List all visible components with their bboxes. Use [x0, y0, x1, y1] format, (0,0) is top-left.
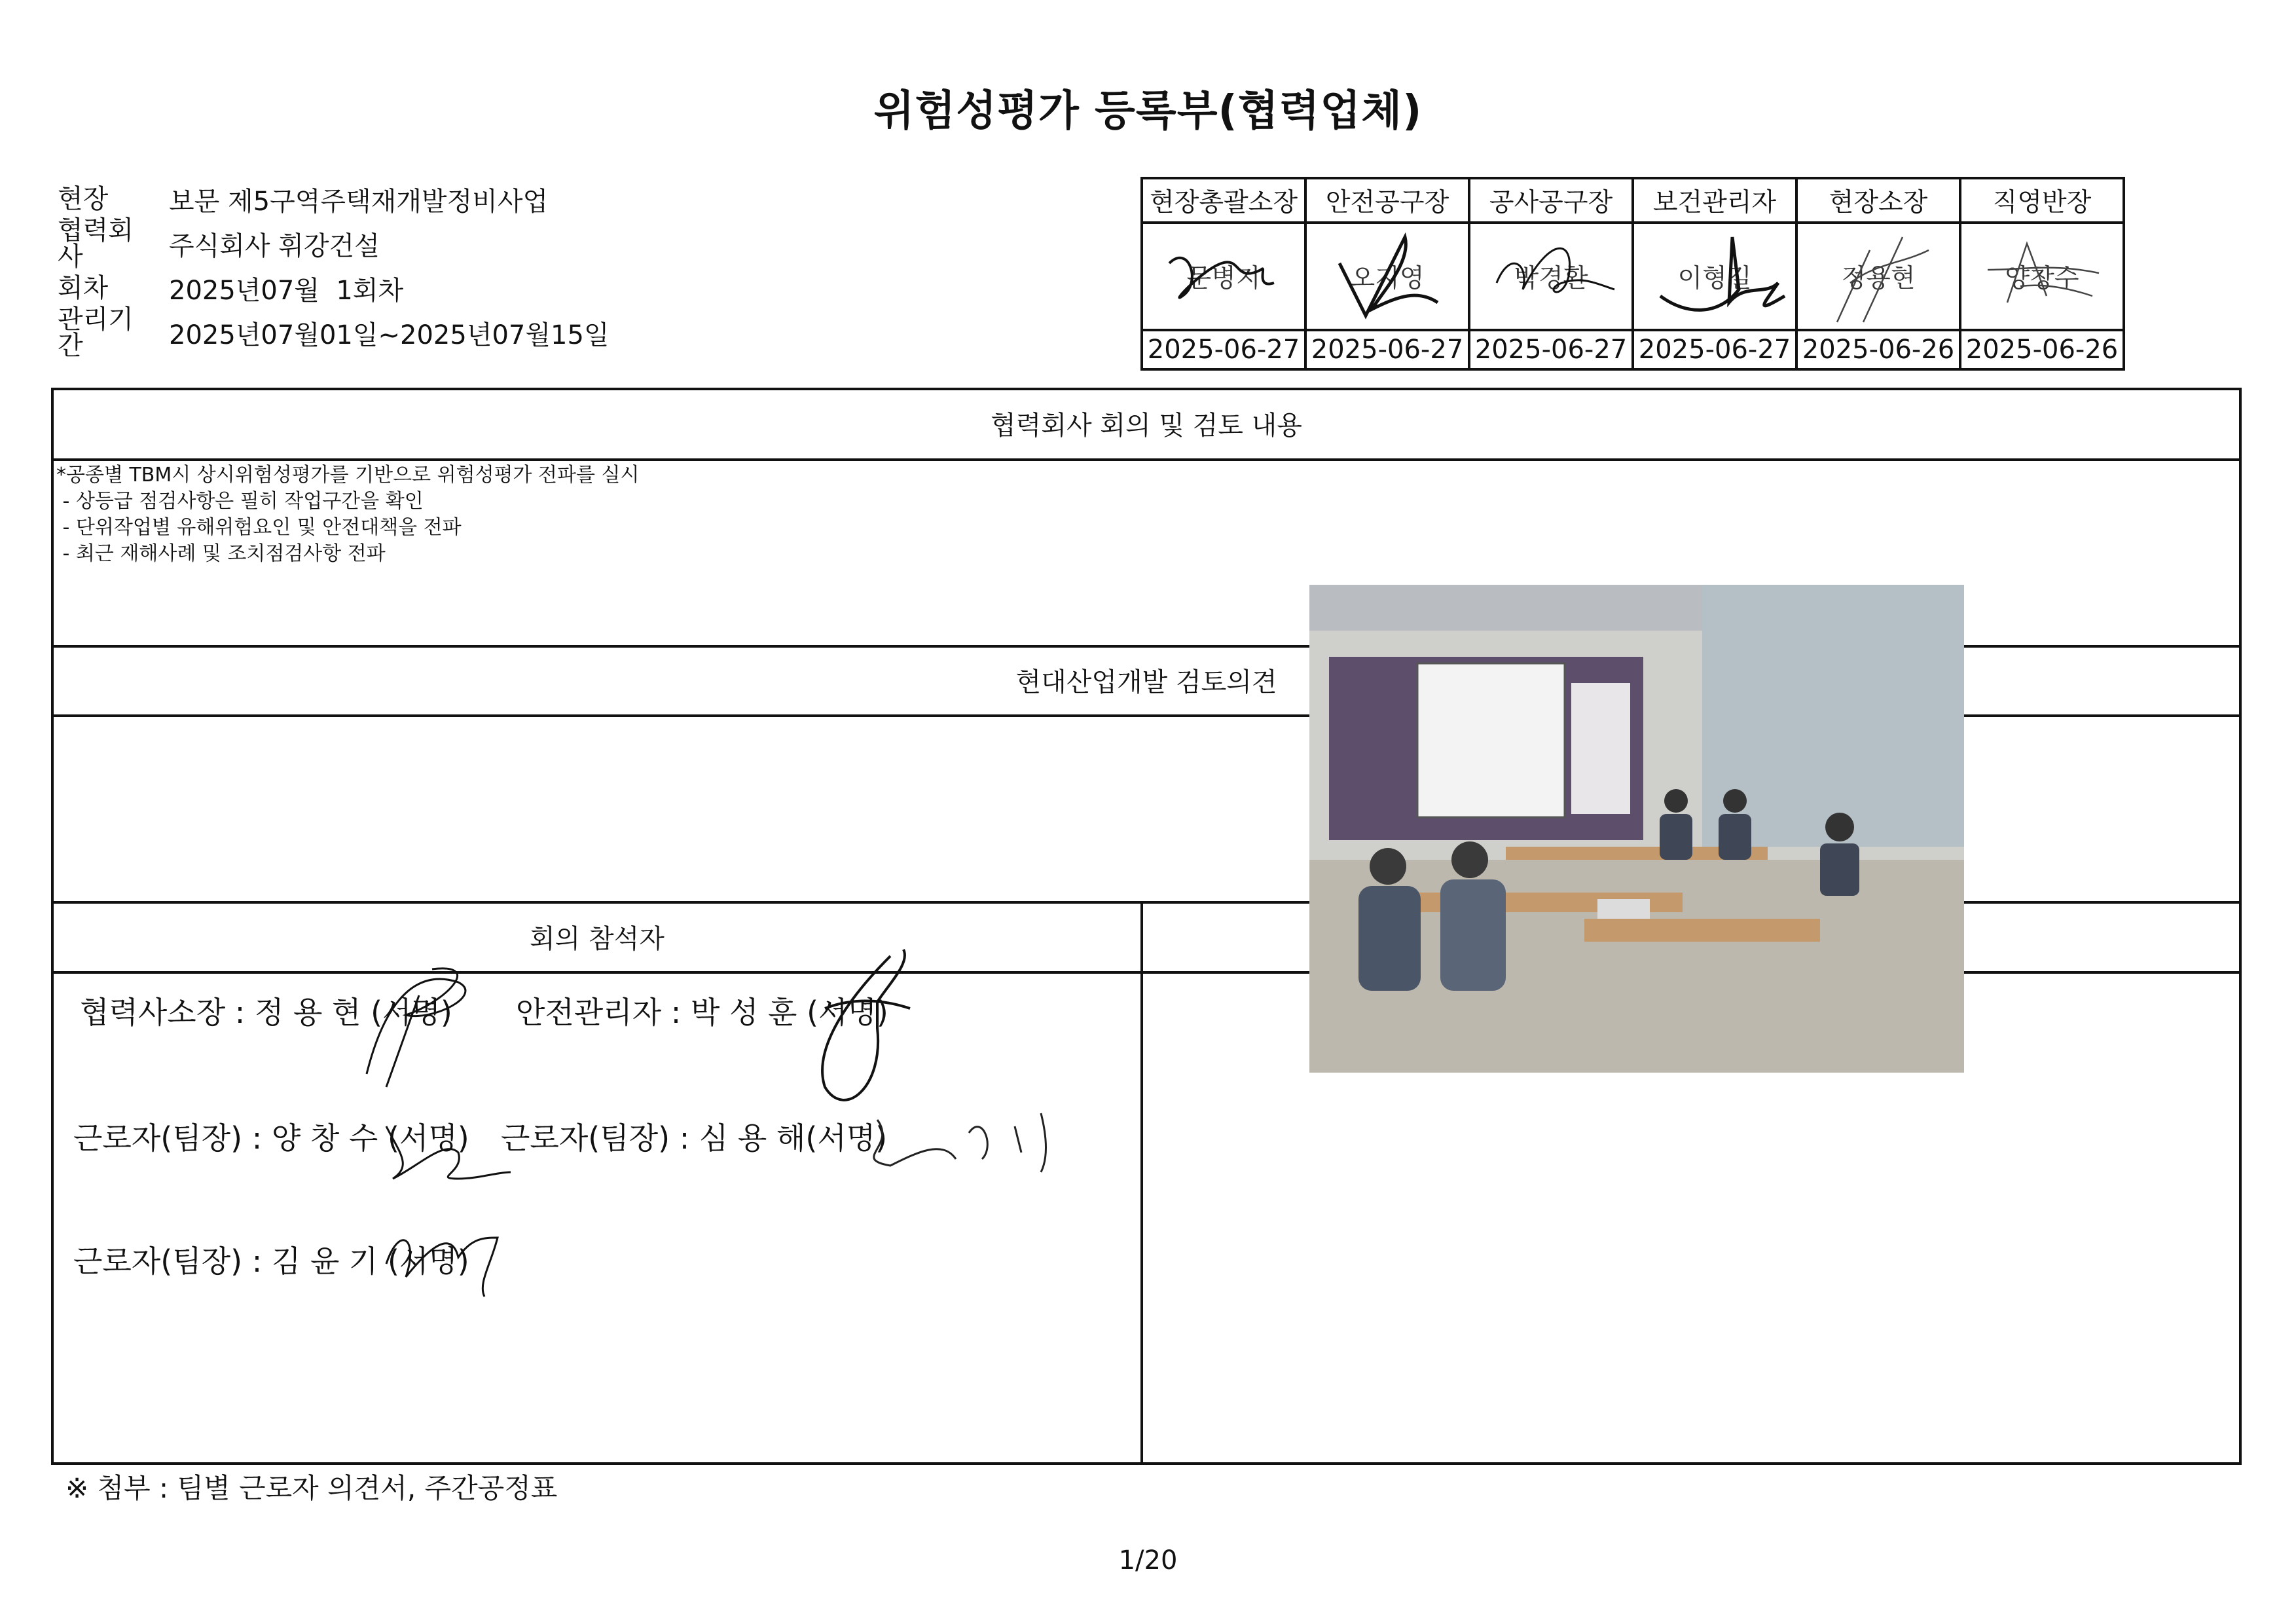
approver-name: 박경환 — [1514, 264, 1588, 293]
review-content — [56, 462, 640, 567]
info-label: 협력회사 — [58, 215, 134, 272]
approver-name: 문병지 — [1186, 264, 1261, 293]
approval-signature-cell — [1796, 223, 1960, 330]
approval-date: 2025-06-27 — [1633, 330, 1796, 369]
review-line: - 상등급 점검사항은 필히 작업구간을 확인 — [56, 490, 424, 513]
info-row-partner — [58, 215, 610, 272]
signature-scribble — [1307, 224, 1468, 329]
info-value: 보문 제5구역주택재개발정비사업 — [169, 186, 549, 217]
info-value: 2025년07월 1회차 — [169, 275, 404, 306]
approval-date: 2025-06-27 — [1305, 330, 1469, 369]
signature-scribble — [1961, 224, 2123, 329]
info-label: 관리기간 — [58, 304, 134, 361]
page-number: 1/20 — [1118, 1545, 1178, 1576]
approval-date: 2025-06-27 — [1469, 330, 1633, 369]
info-row-period — [58, 304, 610, 361]
info-label: 회차 — [58, 273, 109, 303]
attendee-team-leader: 근로자(팀장) : 김 윤 기 (서명) — [73, 1244, 469, 1279]
approval-table — [1140, 177, 2125, 371]
info-value: 2025년07월01일~2025년07월15일 — [169, 320, 610, 350]
meeting-photo — [1309, 585, 1964, 1073]
approval-signature-cell — [1960, 223, 2124, 330]
review-section-title: 협력회사 회의 및 검토 내용 — [991, 411, 1302, 441]
attendee-safety-manager: 안전관리자 : 박 성 훈 (서명) — [516, 995, 888, 1030]
approval-date: 2025-06-26 — [1960, 330, 2124, 369]
info-row-round — [58, 266, 610, 310]
review-line: *공종별 TBM시 상시위험성평가를 기반으로 위험성평가 전파를 실시 — [56, 464, 640, 487]
attendee-site-manager: 협력사소장 : 정 용 현 (서명) — [80, 995, 452, 1030]
approval-date: 2025-06-26 — [1796, 330, 1960, 369]
signature-scribble — [1634, 224, 1795, 329]
site-info — [58, 177, 610, 361]
signature-scribble — [1143, 224, 1304, 329]
approval-signature-cell — [1305, 223, 1469, 330]
signature-scribble — [1798, 224, 1959, 329]
attendees-section-title: 회의 참석자 — [530, 924, 665, 954]
approval-role: 현장소장 — [1796, 178, 1960, 223]
approver-name: 양창수 — [2005, 264, 2079, 293]
approval-role: 보건관리자 — [1633, 178, 1796, 223]
approval-role: 현장총괄소장 — [1142, 178, 1305, 223]
divider — [54, 458, 2239, 461]
info-row-site — [58, 177, 610, 221]
approver-name: 정용현 — [1841, 264, 1916, 293]
column-divider — [1140, 901, 1143, 1462]
approval-signature-cell — [1633, 223, 1796, 330]
signature-scribble — [1470, 224, 1631, 329]
approval-signature-cell — [1469, 223, 1633, 330]
attendee-team-leader: 근로자(팀장) : 심 용 해(서명) — [501, 1120, 888, 1156]
info-value: 주식회사 휘강건설 — [169, 231, 380, 261]
approver-name: 이형길 — [1677, 264, 1752, 293]
opinion-section-title: 현대산업개발 검토의견 — [1015, 667, 1277, 697]
approval-role: 안전공구장 — [1305, 178, 1469, 223]
approval-date: 2025-06-27 — [1142, 330, 1305, 369]
attendee-team-leader: 근로자(팀장) : 양 창 수 (서명) — [73, 1120, 469, 1156]
approval-signature-cell — [1142, 223, 1305, 330]
document-title: 위험성평가 등록부(협력업체) — [873, 87, 1423, 136]
approver-name: 오지영 — [1350, 264, 1425, 293]
attachment-note: ※ 첨부 : 팀별 근로자 의견서, 주간공정표 — [65, 1472, 558, 1504]
info-label: 현장 — [58, 184, 109, 214]
approval-role: 공사공구장 — [1469, 178, 1633, 223]
approval-role: 직영반장 — [1960, 178, 2124, 223]
review-line: - 최근 재해사례 및 조치점검사항 전파 — [56, 542, 386, 565]
review-line: - 단위작업별 유해위험요인 및 안전대책을 전파 — [56, 516, 462, 539]
